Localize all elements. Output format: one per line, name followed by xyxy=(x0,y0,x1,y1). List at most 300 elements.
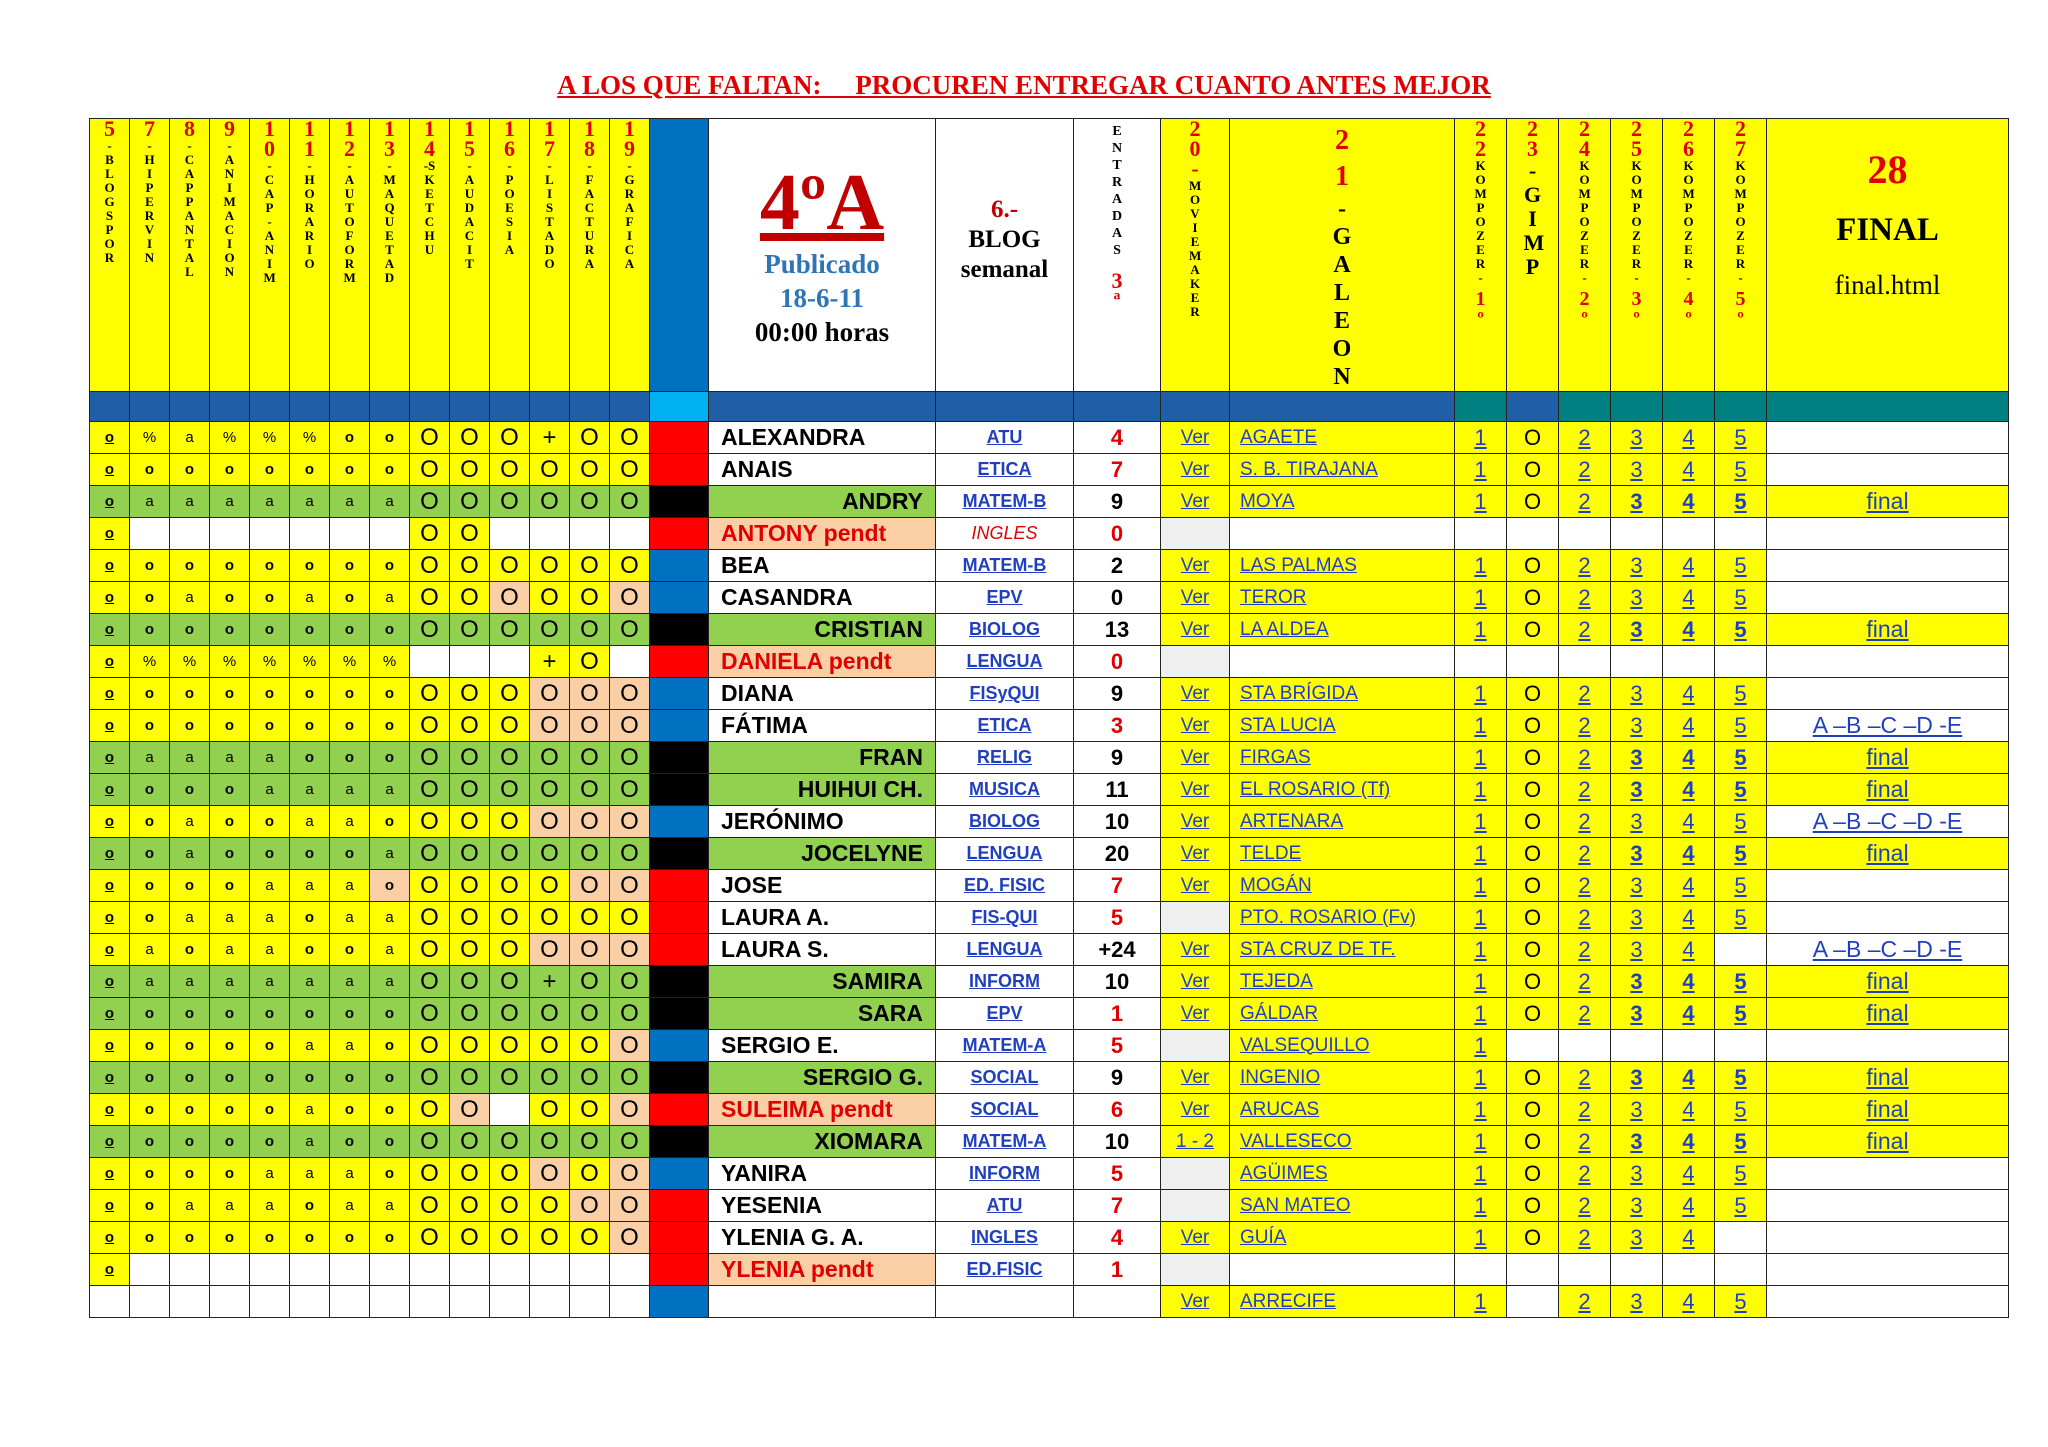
blog-link[interactable]: LENGUA xyxy=(936,646,1074,678)
task-mark: o xyxy=(130,838,170,870)
task-mark: o xyxy=(210,710,250,742)
task-mark: a xyxy=(250,966,290,998)
task-mark: o xyxy=(210,870,250,902)
galeon-link[interactable]: VALSEQUILLO xyxy=(1230,1030,1455,1062)
final-link[interactable]: final xyxy=(1767,1062,2009,1094)
ver-link[interactable]: Ver xyxy=(1161,486,1230,518)
kompozer-link[interactable]: 4 xyxy=(1663,582,1715,614)
task-mark: o xyxy=(170,1094,210,1126)
kompozer-link[interactable]: 5 xyxy=(1715,1094,1767,1126)
entradas-label: ENTRADAS xyxy=(1111,124,1123,258)
task-mark xyxy=(610,1254,650,1286)
task-mark: o xyxy=(330,614,370,646)
final-link[interactable]: A –B –C –D -E xyxy=(1767,806,2009,838)
ver-link[interactable]: Ver xyxy=(1161,934,1230,966)
galeon-link[interactable]: S. B. TIRAJANA xyxy=(1230,454,1455,486)
kompozer-link[interactable]: 2 xyxy=(1559,550,1611,582)
kompozer-link[interactable]: 5 xyxy=(1715,774,1767,806)
final-link[interactable]: final xyxy=(1767,998,2009,1030)
ver-link[interactable]: Ver xyxy=(1161,838,1230,870)
kompozer-link[interactable]: 2 xyxy=(1559,422,1611,454)
galeon-link[interactable]: TELDE xyxy=(1230,838,1455,870)
ver-link[interactable]: Ver xyxy=(1161,422,1230,454)
kompozer-link[interactable]: 2 xyxy=(1559,1094,1611,1126)
kompozer-link[interactable]: 4 xyxy=(1663,710,1715,742)
ver-link[interactable]: Ver xyxy=(1161,806,1230,838)
kompozer-link[interactable]: 1 xyxy=(1455,838,1507,870)
kompozer-link[interactable]: 3 xyxy=(1611,838,1663,870)
galeon-link[interactable]: MOGÁN xyxy=(1230,870,1455,902)
kompozer-link[interactable]: 2 xyxy=(1559,486,1611,518)
kompozer-link[interactable]: 5 xyxy=(1715,678,1767,710)
kompozer-link xyxy=(1663,1030,1715,1062)
kompozer-link[interactable]: 1 xyxy=(1455,1190,1507,1222)
blog-link[interactable]: ED. FISIC xyxy=(936,870,1074,902)
blog-link[interactable]: FIS-QUI xyxy=(936,902,1074,934)
kompozer-link[interactable]: 1 xyxy=(1455,454,1507,486)
kompozer-link[interactable]: 2 xyxy=(1559,454,1611,486)
task-mark: O xyxy=(610,486,650,518)
task-mark: O xyxy=(410,966,450,998)
kompozer-link[interactable]: 1 xyxy=(1455,934,1507,966)
kompozer-link[interactable]: 2 xyxy=(1559,678,1611,710)
blog-link[interactable]: RELIG xyxy=(936,742,1074,774)
task-mark: a xyxy=(210,902,250,934)
blog-link[interactable]: ED.FISIC xyxy=(936,1254,1074,1286)
column-label: -MAQUETAD xyxy=(383,158,396,285)
kompozer-link[interactable]: 4 xyxy=(1663,806,1715,838)
kompozer-link[interactable]: 1 xyxy=(1455,486,1507,518)
blog-link[interactable]: SOCIAL xyxy=(936,1062,1074,1094)
student-name: SARA xyxy=(709,998,936,1030)
kompozer-link[interactable]: 3 xyxy=(1611,710,1663,742)
task-mark: % xyxy=(250,422,290,454)
kompozer-link[interactable]: 3 xyxy=(1611,1222,1663,1254)
galeon-link[interactable]: AGÜIMES xyxy=(1230,1158,1455,1190)
task-mark: a xyxy=(330,486,370,518)
final-link xyxy=(1767,1158,2009,1190)
entradas-count: 2 xyxy=(1074,550,1161,582)
kompozer-link[interactable]: 2 xyxy=(1559,838,1611,870)
galeon-link[interactable]: GUÍA xyxy=(1230,1222,1455,1254)
task-mark: O xyxy=(570,838,610,870)
status-cell xyxy=(650,742,709,774)
entradas-header xyxy=(1074,119,1161,392)
task-mark: O xyxy=(450,774,490,806)
blog-link[interactable]: MATEM-B xyxy=(936,550,1074,582)
kompozer-link[interactable]: 4 xyxy=(1663,1062,1715,1094)
galeon-link[interactable]: LA ALDEA xyxy=(1230,614,1455,646)
task-mark: a xyxy=(250,902,290,934)
galeon-link[interactable]: EL ROSARIO (Tf) xyxy=(1230,774,1455,806)
galeon-link[interactable]: AGAETE xyxy=(1230,422,1455,454)
galeon-link[interactable]: PTO. ROSARIO (Fv) xyxy=(1230,902,1455,934)
kompozer-link[interactable]: 4 xyxy=(1663,1190,1715,1222)
task-mark: a xyxy=(370,774,410,806)
kompozer-link: O xyxy=(1507,838,1559,870)
kompozer-link xyxy=(1507,1286,1559,1318)
kompozer-link[interactable]: 2 xyxy=(1559,998,1611,1030)
final-link[interactable]: A –B –C –D -E xyxy=(1767,934,2009,966)
student-row xyxy=(90,1190,2009,1222)
entradas-count: 0 xyxy=(1074,582,1161,614)
kompozer-link[interactable]: 5 xyxy=(1715,454,1767,486)
kompozer-link[interactable]: 4 xyxy=(1663,902,1715,934)
status-cell xyxy=(650,710,709,742)
blog-link[interactable]: SOCIAL xyxy=(936,1094,1074,1126)
status-cell xyxy=(650,838,709,870)
kompozer-link[interactable]: 3 xyxy=(1611,998,1663,1030)
task-mark: % xyxy=(130,422,170,454)
blog-header xyxy=(936,119,1074,392)
kompozer-link[interactable]: 4 xyxy=(1663,614,1715,646)
kompozer-link: O xyxy=(1507,614,1559,646)
kompozer-link[interactable]: 1 xyxy=(1455,422,1507,454)
final-link[interactable]: final xyxy=(1767,966,2009,998)
column-label: -CAP PANTAL xyxy=(184,138,195,279)
kompozer-link[interactable]: 4 xyxy=(1663,486,1715,518)
kompozer-link[interactable]: 1 xyxy=(1455,710,1507,742)
kompozer-link[interactable]: 2 xyxy=(1559,614,1611,646)
galeon-link[interactable]: GÁLDAR xyxy=(1230,998,1455,1030)
final-link[interactable]: final xyxy=(1767,486,2009,518)
ver-link[interactable]: Ver xyxy=(1161,1094,1230,1126)
galeon-link[interactable]: ARRECIFE xyxy=(1230,1286,1455,1318)
kompozer-link[interactable]: 1 xyxy=(1455,614,1507,646)
kompozer-link[interactable]: 4 xyxy=(1663,838,1715,870)
kompozer-link[interactable]: 1 xyxy=(1455,806,1507,838)
kompozer-link[interactable]: 4 xyxy=(1663,422,1715,454)
blog-link[interactable]: INGLES xyxy=(936,518,1074,550)
kompozer-link[interactable]: 5 xyxy=(1715,742,1767,774)
blog-link[interactable]: MATEM-A xyxy=(936,1126,1074,1158)
kompozer-link[interactable]: 4 xyxy=(1663,870,1715,902)
task-mark: O xyxy=(570,422,610,454)
blog-link[interactable]: BIOLOG xyxy=(936,614,1074,646)
kompozer-link[interactable]: 1 xyxy=(1455,1158,1507,1190)
student-row xyxy=(90,518,2009,550)
task-mark: O xyxy=(450,1190,490,1222)
kompozer-link[interactable]: 3 xyxy=(1611,1190,1663,1222)
kompozer-link[interactable]: 4 xyxy=(1663,998,1715,1030)
task-mark xyxy=(490,1286,530,1318)
student-name: YLENIA G. A. xyxy=(709,1222,936,1254)
entradas-count: 5 xyxy=(1074,1030,1161,1062)
column-number: 19 xyxy=(624,118,635,161)
blog-link[interactable]: INFORM xyxy=(936,1158,1074,1190)
task-mark: O xyxy=(410,806,450,838)
kompozer-link[interactable]: 3 xyxy=(1611,966,1663,998)
blog-link[interactable]: EPV xyxy=(936,582,1074,614)
task-mark: O xyxy=(610,1062,650,1094)
task-mark: O xyxy=(410,902,450,934)
ver-link[interactable]: Ver xyxy=(1161,870,1230,902)
ver-link[interactable]: Ver xyxy=(1161,614,1230,646)
kompozer-link[interactable]: 1 xyxy=(1455,582,1507,614)
kompozer-link[interactable]: 5 xyxy=(1715,1062,1767,1094)
kompozer-link[interactable]: 4 xyxy=(1663,454,1715,486)
galeon-link[interactable]: MOYA xyxy=(1230,486,1455,518)
blog-link[interactable]: LENGUA xyxy=(936,838,1074,870)
kompozer-link xyxy=(1455,1254,1507,1286)
task-mark: % xyxy=(290,646,330,678)
task-mark: O xyxy=(410,422,450,454)
kompozer-link[interactable]: 2 xyxy=(1559,774,1611,806)
kompozer-link[interactable]: 2 xyxy=(1559,1158,1611,1190)
kompozer-link[interactable]: 1 xyxy=(1455,550,1507,582)
final-link[interactable]: final xyxy=(1767,838,2009,870)
kompozer-link[interactable]: 2 xyxy=(1559,966,1611,998)
kompozer-link[interactable]: 3 xyxy=(1611,422,1663,454)
blog-link[interactable]: MATEM-B xyxy=(936,486,1074,518)
kompozer-link[interactable]: 2 xyxy=(1559,1126,1611,1158)
blog-link[interactable]: MATEM-A xyxy=(936,1030,1074,1062)
kompozer-link[interactable]: 4 xyxy=(1663,1126,1715,1158)
kompozer-link[interactable]: 2 xyxy=(1559,1062,1611,1094)
kompozer-link[interactable]: 2 xyxy=(1559,1286,1611,1318)
kompozer-link[interactable]: 4 xyxy=(1663,1286,1715,1318)
kompozer-link[interactable]: 2 xyxy=(1559,902,1611,934)
student-row xyxy=(90,1062,2009,1094)
task-mark: O xyxy=(450,550,490,582)
blog-link[interactable]: INGLES xyxy=(936,1222,1074,1254)
kompozer-link[interactable]: 1 xyxy=(1455,1126,1507,1158)
task-mark: O xyxy=(610,902,650,934)
kompozer-link xyxy=(1455,646,1507,678)
kompozer-link[interactable]: 2 xyxy=(1559,806,1611,838)
kompozer-link[interactable]: 4 xyxy=(1663,934,1715,966)
kompozer-link[interactable]: 3 xyxy=(1611,678,1663,710)
kompozer-link[interactable]: 3 xyxy=(1611,486,1663,518)
blog-link[interactable]: ETICA xyxy=(936,454,1074,486)
final-link[interactable]: final xyxy=(1767,742,2009,774)
kompozer-link[interactable]: 4 xyxy=(1663,966,1715,998)
kompozer-link[interactable]: 1 xyxy=(1455,774,1507,806)
kompozer-link[interactable]: 2 xyxy=(1559,1190,1611,1222)
kompozer-link[interactable]: 5 xyxy=(1715,1158,1767,1190)
kompozer-link[interactable]: 3 xyxy=(1611,1062,1663,1094)
task-mark: O xyxy=(490,486,530,518)
student-row xyxy=(90,1030,2009,1062)
task-mark: o xyxy=(90,806,130,838)
kompozer-link[interactable]: 1 xyxy=(1455,1286,1507,1318)
ver-link[interactable]: Ver xyxy=(1161,998,1230,1030)
galeon-link[interactable]: STA BRÍGIDA xyxy=(1230,678,1455,710)
galeon-link[interactable]: LAS PALMAS xyxy=(1230,550,1455,582)
task-mark: o xyxy=(210,1030,250,1062)
kompozer-link[interactable]: 5 xyxy=(1715,486,1767,518)
kompozer-link[interactable]: 5 xyxy=(1715,870,1767,902)
blog-link[interactable]: EPV xyxy=(936,998,1074,1030)
final-link[interactable]: final xyxy=(1767,1126,2009,1158)
kompozer-link[interactable]: 3 xyxy=(1611,1158,1663,1190)
task-mark: O xyxy=(450,422,490,454)
galeon-link[interactable]: ARTENARA xyxy=(1230,806,1455,838)
kompozer-link[interactable]: 1 xyxy=(1455,1062,1507,1094)
kompozer-link[interactable]: 3 xyxy=(1611,550,1663,582)
kompozer-link[interactable]: 1 xyxy=(1455,742,1507,774)
final-link[interactable]: final xyxy=(1767,1094,2009,1126)
final-link[interactable]: final xyxy=(1767,614,2009,646)
kompozer-link[interactable]: 3 xyxy=(1611,1286,1663,1318)
kompozer-link[interactable]: 5 xyxy=(1715,902,1767,934)
task-mark: O xyxy=(450,934,490,966)
kompozer-link[interactable]: 2 xyxy=(1559,934,1611,966)
kompozer-link[interactable]: 3 xyxy=(1611,582,1663,614)
task-mark: o xyxy=(250,806,290,838)
kompozer-link[interactable]: 5 xyxy=(1715,550,1767,582)
galeon-link[interactable]: TEJEDA xyxy=(1230,966,1455,998)
kompozer-link[interactable]: 2 xyxy=(1559,710,1611,742)
kompozer-link[interactable]: 3 xyxy=(1611,614,1663,646)
kompozer-link[interactable]: 4 xyxy=(1663,774,1715,806)
kompozer-link[interactable]: 3 xyxy=(1611,902,1663,934)
kompozer-link xyxy=(1611,518,1663,550)
task-mark: O xyxy=(570,870,610,902)
final-link[interactable]: A –B –C –D -E xyxy=(1767,710,2009,742)
task-mark: O xyxy=(570,486,610,518)
task-mark xyxy=(90,1286,130,1318)
student-row xyxy=(90,742,2009,774)
blog-link[interactable]: LENGUA xyxy=(936,934,1074,966)
blog-link[interactable]: ETICA xyxy=(936,710,1074,742)
kompozer-link xyxy=(1559,1030,1611,1062)
galeon-link[interactable]: TEROR xyxy=(1230,582,1455,614)
ver-link[interactable]: 1 - 2 xyxy=(1161,1126,1230,1158)
kompozer-link xyxy=(1559,1254,1611,1286)
kompozer-link[interactable]: 3 xyxy=(1611,806,1663,838)
blog-label: BLOG xyxy=(968,226,1041,253)
final-link[interactable]: final xyxy=(1767,774,2009,806)
task-mark: o xyxy=(370,742,410,774)
status-cell xyxy=(650,678,709,710)
kompozer-link[interactable]: 1 xyxy=(1455,998,1507,1030)
kompozer-link[interactable]: 4 xyxy=(1663,1222,1715,1254)
ver-link xyxy=(1161,902,1230,934)
kompozer-link xyxy=(1663,646,1715,678)
kompozer-link[interactable]: 2 xyxy=(1559,742,1611,774)
galeon-link[interactable]: STA LUCIA xyxy=(1230,710,1455,742)
ver-link xyxy=(1161,1254,1230,1286)
kompozer-link[interactable]: 3 xyxy=(1611,1126,1663,1158)
kompozer-link[interactable]: 1 xyxy=(1455,678,1507,710)
task-mark: o xyxy=(90,774,130,806)
kompozer-link[interactable]: 2 xyxy=(1559,582,1611,614)
ver-link[interactable]: Ver xyxy=(1161,454,1230,486)
kompozer-link[interactable]: 3 xyxy=(1611,1094,1663,1126)
ver-link[interactable]: Ver xyxy=(1161,550,1230,582)
kompozer-link[interactable]: 4 xyxy=(1663,1158,1715,1190)
task-mark: o xyxy=(250,454,290,486)
task-mark: a xyxy=(170,742,210,774)
kompozer-link[interactable]: 5 xyxy=(1715,582,1767,614)
galeon-link[interactable]: STA CRUZ DE TF. xyxy=(1230,934,1455,966)
galeon-link[interactable]: ARUCAS xyxy=(1230,1094,1455,1126)
blog-link[interactable]: FISyQUI xyxy=(936,678,1074,710)
kompozer-link[interactable]: 1 xyxy=(1455,1222,1507,1254)
blog-link[interactable]: ATU xyxy=(936,1190,1074,1222)
blog-link[interactable]: BIOLOG xyxy=(936,806,1074,838)
task-mark: O xyxy=(530,902,570,934)
ver-link[interactable]: Ver xyxy=(1161,774,1230,806)
kompozer-link[interactable]: 5 xyxy=(1715,998,1767,1030)
blog-link[interactable]: ATU xyxy=(936,422,1074,454)
kompozer-link[interactable]: 5 xyxy=(1715,710,1767,742)
kompozer-link[interactable]: 4 xyxy=(1663,1094,1715,1126)
ver-link[interactable]: Ver xyxy=(1161,710,1230,742)
column-header xyxy=(370,119,410,392)
entradas-count: 9 xyxy=(1074,486,1161,518)
blog-link[interactable]: MUSICA xyxy=(936,774,1074,806)
kompozer-link[interactable]: 5 xyxy=(1715,422,1767,454)
ver-link[interactable]: Ver xyxy=(1161,1286,1230,1318)
column-header xyxy=(490,119,530,392)
kompozer-link[interactable]: 5 xyxy=(1715,966,1767,998)
kompozer-link[interactable]: 1 xyxy=(1455,966,1507,998)
task-mark: O xyxy=(410,614,450,646)
ver-link[interactable]: Ver xyxy=(1161,1222,1230,1254)
kompozer-link[interactable]: 5 xyxy=(1715,1190,1767,1222)
entradas-count: 0 xyxy=(1074,518,1161,550)
kompozer-link[interactable]: 4 xyxy=(1663,678,1715,710)
kompozer-link[interactable]: 3 xyxy=(1611,454,1663,486)
entradas-count: 0 xyxy=(1074,646,1161,678)
galeon-link[interactable]: INGENIO xyxy=(1230,1062,1455,1094)
band-cell xyxy=(210,392,250,422)
ver-link[interactable]: Ver xyxy=(1161,966,1230,998)
band-cell xyxy=(250,392,290,422)
kompozer-link[interactable]: 5 xyxy=(1715,1126,1767,1158)
kompozer-link[interactable]: 2 xyxy=(1559,870,1611,902)
task-mark: a xyxy=(290,486,330,518)
kompozer-link[interactable]: 1 xyxy=(1455,1094,1507,1126)
kompozer-link[interactable]: 3 xyxy=(1611,934,1663,966)
ver-link[interactable]: Ver xyxy=(1161,1062,1230,1094)
ver-link[interactable]: Ver xyxy=(1161,582,1230,614)
kompozer-link[interactable]: 4 xyxy=(1663,550,1715,582)
kompozer-link[interactable]: 3 xyxy=(1611,870,1663,902)
column-label: -AUTOFORM xyxy=(343,158,356,285)
kompozer-link[interactable]: 4 xyxy=(1663,742,1715,774)
column-header xyxy=(1161,119,1230,392)
galeon-number: 21 xyxy=(1335,125,1349,192)
kompozer-link[interactable]: 5 xyxy=(1715,838,1767,870)
galeon-link[interactable]: FIRGAS xyxy=(1230,742,1455,774)
galeon-link[interactable]: VALLESECO xyxy=(1230,1126,1455,1158)
kompozer-link[interactable]: 5 xyxy=(1715,1286,1767,1318)
task-mark: o xyxy=(370,710,410,742)
kompozer-link[interactable]: 1 xyxy=(1455,870,1507,902)
kompozer-link[interactable]: 3 xyxy=(1611,774,1663,806)
task-mark: o xyxy=(210,1158,250,1190)
ver-link[interactable]: Ver xyxy=(1161,678,1230,710)
column-header xyxy=(1611,119,1663,392)
task-mark: o xyxy=(90,518,130,550)
kompozer-link[interactable]: 5 xyxy=(1715,806,1767,838)
blog-link[interactable]: INFORM xyxy=(936,966,1074,998)
ver-link[interactable]: Ver xyxy=(1161,742,1230,774)
entradas-count: 5 xyxy=(1074,902,1161,934)
kompozer-link[interactable]: 2 xyxy=(1559,1222,1611,1254)
kompozer-link[interactable]: 3 xyxy=(1611,742,1663,774)
kompozer-link[interactable]: 5 xyxy=(1715,614,1767,646)
student-row xyxy=(90,1254,2009,1286)
kompozer-link: O xyxy=(1507,486,1559,518)
galeon-link[interactable]: SAN MATEO xyxy=(1230,1190,1455,1222)
kompozer-link[interactable]: 1 xyxy=(1455,902,1507,934)
task-mark: O xyxy=(610,1126,650,1158)
kompozer-link[interactable]: 1 xyxy=(1455,1030,1507,1062)
